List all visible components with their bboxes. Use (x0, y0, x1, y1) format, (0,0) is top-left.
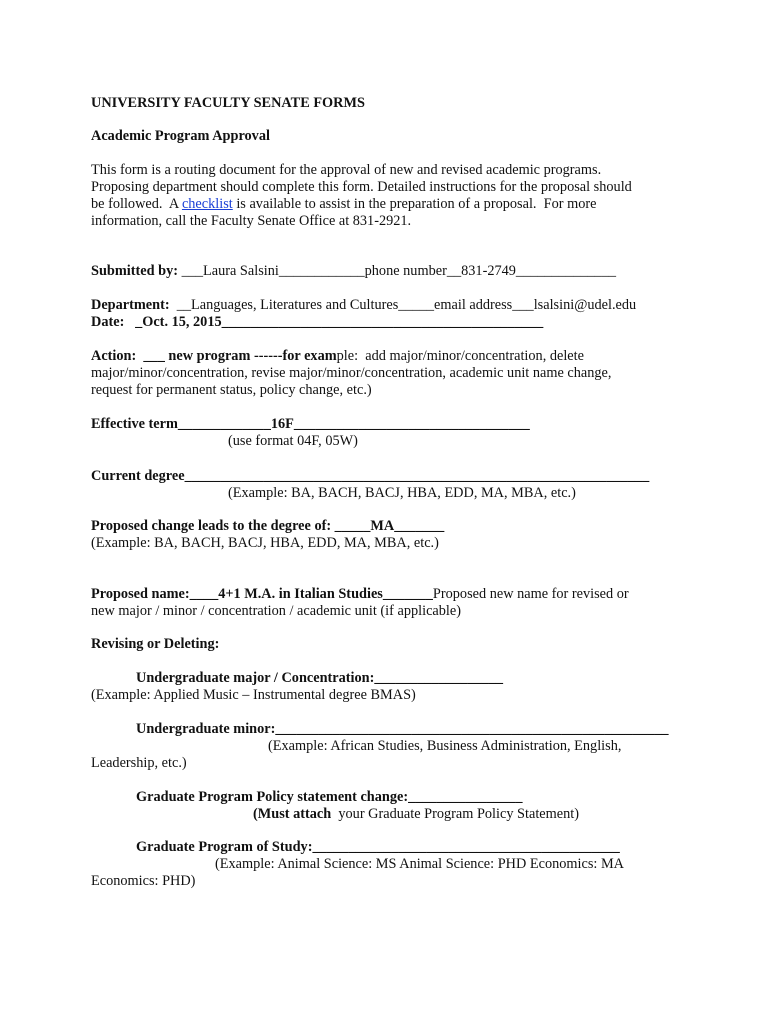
intro-line-3 (91, 196, 596, 213)
effective-term-hint: (use format 04F, 05W) (228, 433, 358, 449)
ug-minor-hint-2: Leadership, etc.) (91, 755, 187, 771)
grad-study-hint-2: Economics: PHD) (91, 873, 196, 889)
current-degree-hint: (Example: BA, BACH, BACJ, HBA, EDD, MA, MBA, etc.) (228, 485, 576, 501)
grad-policy-field[interactable]: Graduate Program Policy statement change:________________ (136, 789, 523, 805)
department-value[interactable]: __Languages, Literatures and Cultures_____email address___lsalsini@udel.edu (173, 297, 637, 313)
action-examples: ple: add major/minor/concentration, delete (336, 348, 584, 364)
action-line-1 (91, 348, 584, 365)
submitted-by-value[interactable]: ___Laura Salsini____________phone number__831-2749______________ (181, 263, 616, 279)
department-label: Department: (91, 297, 174, 313)
checklist-link[interactable]: checklist (181, 196, 233, 212)
ug-minor-field[interactable]: Undergraduate minor:_______________________________________________________ (136, 721, 669, 737)
intro-line-1: This form is a routing document for the approval of new and revised academic programs. (91, 162, 602, 178)
action-line-2: major/minor/concentration, revise major/minor/concentration, academic unit name change, (91, 365, 612, 381)
must-attach-label: (Must attach (253, 806, 332, 822)
proposed-name-field[interactable]: Proposed name:____4+1 M.A. in Italian Studies_______ (91, 586, 433, 602)
intro-line-2: Proposing department should complete this form. Detailed instructions for the proposal should (91, 179, 632, 195)
action-line-3: request for permanent status, policy change, etc.) (91, 382, 372, 398)
grad-study-hint: (Example: Animal Science: MS Animal Science: PHD Economics: MA (215, 856, 624, 872)
revising-heading: Revising or Deleting: (91, 636, 220, 652)
action-label[interactable]: Action: ___ new program ------for exam (91, 348, 337, 364)
grad-policy-hint-text: your Graduate Program Policy Statement) (331, 806, 579, 822)
proposed-name-desc: Proposed new name for revised or (432, 586, 629, 602)
proposed-name-line-1 (91, 586, 629, 603)
form-subtitle: Academic Program Approval (91, 128, 270, 144)
grad-study-field[interactable]: Graduate Program of Study:___________________________________________ (136, 839, 620, 855)
submitted-by-row (91, 263, 616, 280)
ug-minor-hint: (Example: African Studies, Business Administration, English, (268, 738, 622, 754)
intro-line-3-end: is available to assist in the preparation of a proposal. For more (232, 196, 597, 212)
effective-term-field[interactable]: Effective term_____________16F_________________________________ (91, 416, 530, 432)
submitted-by-label: Submitted by: (91, 263, 182, 279)
grad-policy-hint (253, 806, 579, 823)
current-degree-field[interactable]: Current degree_________________________________________________________________ (91, 468, 650, 484)
proposed-change-field[interactable]: Proposed change leads to the degree of: _____MA_______ (91, 518, 445, 534)
date-row[interactable]: Date: _Oct. 15, 2015_____________________________________________ (91, 314, 544, 330)
intro-line-4: information, call the Faculty Senate Office at 831-2921. (91, 213, 412, 229)
intro-line-3-start: be followed. A (91, 196, 182, 212)
ug-major-field[interactable]: Undergraduate major / Concentration:__________________ (136, 670, 504, 686)
proposed-name-line-2: new major / minor / concentration / academic unit (if applicable) (91, 603, 461, 619)
form-title: UNIVERSITY FACULTY SENATE FORMS (91, 95, 365, 111)
proposed-change-hint: (Example: BA, BACH, BACJ, HBA, EDD, MA, MBA, etc.) (91, 535, 439, 551)
ug-major-hint: (Example: Applied Music – Instrumental degree BMAS) (91, 687, 416, 703)
department-row (91, 297, 636, 314)
